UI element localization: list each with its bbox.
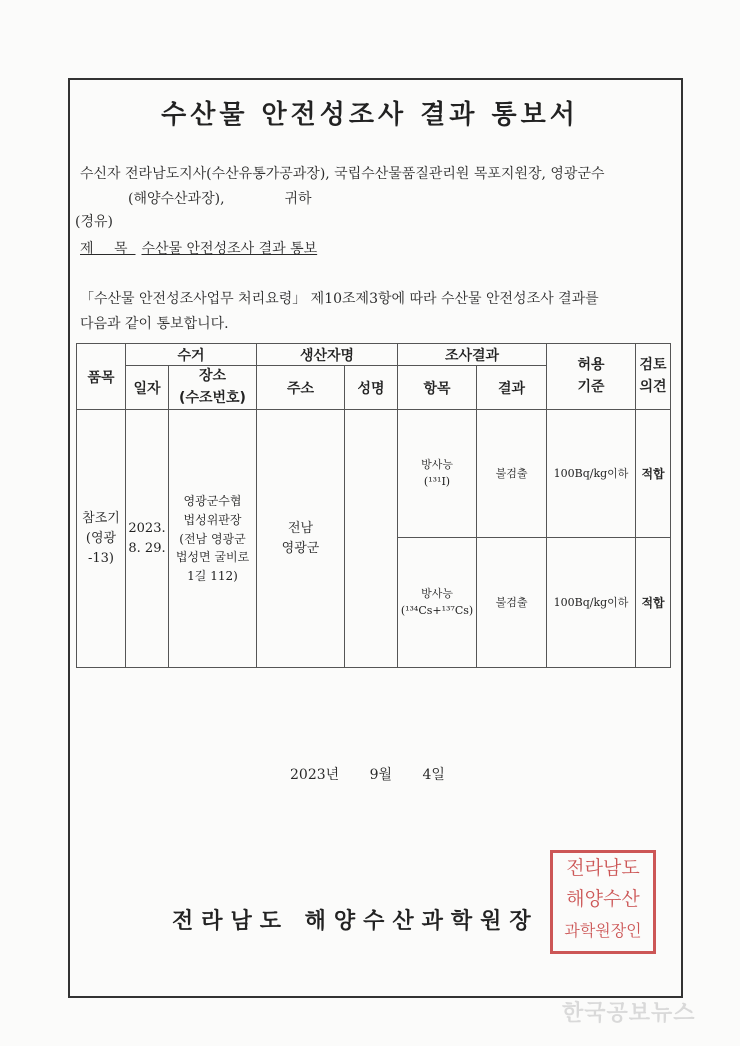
cell-place: 영광군수협 법성위판장 (전남 영광군 법성면 굴비로 1길 112): [169, 410, 257, 668]
date-day: 4일: [422, 767, 445, 783]
document-date: [290, 764, 445, 784]
official-seal: [550, 850, 656, 954]
header-name: 성명: [345, 366, 398, 410]
cell-date: 2023. 8. 29.: [126, 410, 169, 668]
header-producer: 생산자명: [257, 344, 398, 366]
header-address: 주소: [257, 366, 345, 410]
body-text-line-2: 다음과 같이 통보합니다.: [80, 316, 229, 332]
seal-line-3: 과학원장인: [564, 921, 642, 940]
test-item-1-label: 방사능: [421, 458, 453, 472]
body-text-line-1: 「수산물 안전성조사업무 처리요령」 제10조제3항에 따라 수산물 안전성조사 결과를: [80, 291, 599, 307]
date-year: 2023년: [290, 767, 340, 783]
cell-test-item-1: [398, 410, 477, 538]
table-header-row-1: [77, 344, 671, 366]
results-table: [76, 343, 671, 668]
test-item-1-isotope: (¹³¹I): [423, 474, 451, 488]
table-row: [77, 410, 671, 538]
cell-standard-1: 100Bq/kg이하: [547, 410, 636, 538]
cell-name: [345, 410, 398, 668]
watermark: 한국공보뉴스: [562, 1001, 696, 1026]
header-place: 장소 (수조번호): [169, 366, 257, 410]
header-collection: 수거: [126, 344, 257, 366]
cell-address: 전남 영광군: [257, 410, 345, 668]
subject-text: 수산물 안전성조사 결과 통보: [141, 241, 318, 257]
cell-test-item-2: [398, 538, 477, 668]
header-item: 품목: [77, 344, 126, 410]
cell-opinion-2: 적합: [636, 538, 671, 668]
via-line: (경유): [75, 214, 113, 230]
date-month: 9월: [369, 767, 393, 783]
header-result: 결과: [477, 366, 547, 410]
header-allowed-standard: 허용 기준: [547, 344, 636, 410]
header-date: 일자: [126, 366, 169, 410]
document-title: 수산물 안전성조사 결과 통보서: [161, 100, 579, 130]
header-survey-result: 조사결과: [398, 344, 547, 366]
seal-line-2: 해양수산: [566, 888, 640, 910]
test-item-2-label: 방사능: [421, 587, 453, 601]
header-test-item: 항목: [398, 366, 477, 410]
recipient-line: 수신자 전라남도지사(수산유통가공과장), 국립수산물품질관리원 목포지원장, 영광군수: [80, 166, 605, 182]
header-review-opinion: 검토 의견: [636, 344, 671, 410]
recipient-department: (해양수산과장),: [128, 191, 225, 207]
test-item-2-isotope: (¹³⁴Cs+¹³⁷Cs): [400, 603, 474, 617]
honorific: 귀하: [284, 191, 312, 207]
subject-line: [80, 238, 317, 258]
recipient-line-continued: [128, 188, 312, 208]
issuer-name: 전라남도 해양수산과학원장: [172, 909, 539, 934]
cell-result-1: 불검출: [477, 410, 547, 538]
cell-result-2: 불검출: [477, 538, 547, 668]
subject-label: 제 목: [80, 241, 136, 257]
seal-line-1: 전라남도: [566, 857, 640, 879]
cell-opinion-1: 적합: [636, 410, 671, 538]
cell-item: 참조기 (영광 -13): [77, 410, 126, 668]
cell-standard-2: 100Bq/kg이하: [547, 538, 636, 668]
